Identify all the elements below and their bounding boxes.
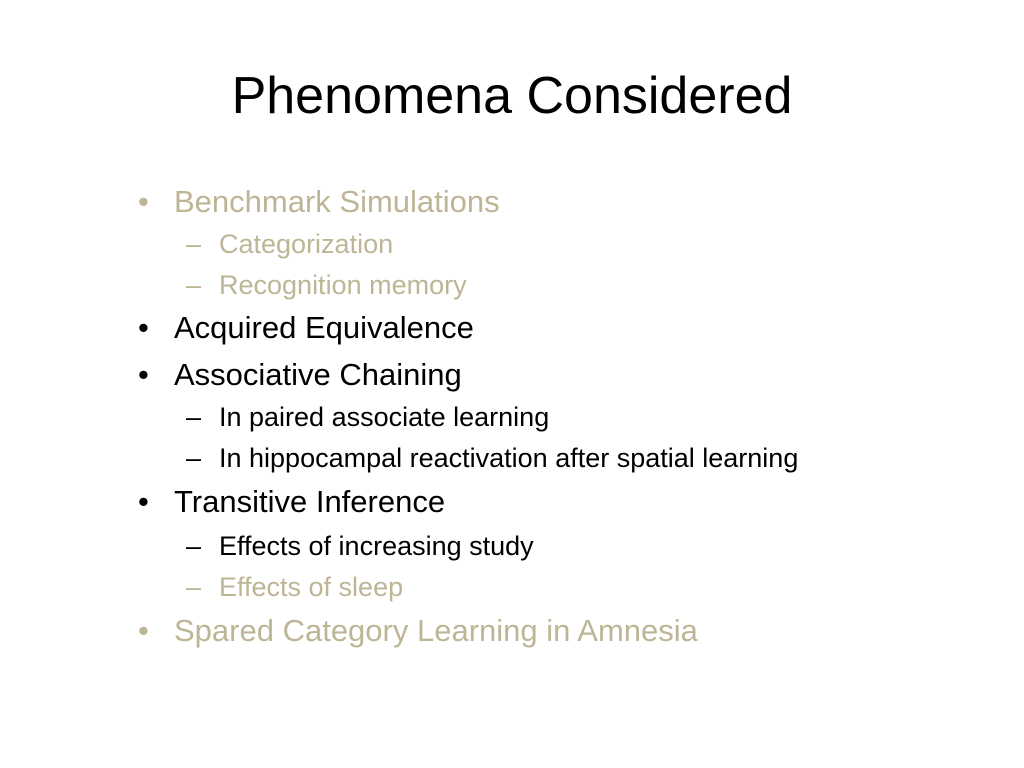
bullet-marker: • — [138, 184, 149, 219]
sub-bullet-text: Categorization — [219, 229, 394, 259]
dash-marker: – — [186, 443, 202, 473]
bullet-marker: • — [138, 357, 149, 392]
bullet-acquired-equivalence — [138, 308, 474, 348]
dash-marker: – — [186, 229, 202, 259]
bullet-text: Acquired Equivalence — [174, 310, 474, 345]
dash-marker: – — [186, 402, 202, 432]
bullet-text: Transitive Inference — [174, 484, 446, 519]
bullet-text: Spared Category Learning in Amnesia — [174, 613, 698, 648]
sub-bullet-text: In paired associate learning — [219, 402, 550, 432]
slide-title: Phenomena Considered — [231, 67, 793, 125]
sub-bullet-paired-associate-learning — [186, 399, 549, 435]
sub-bullet-categorization — [186, 226, 393, 262]
bullet-associative-chaining — [138, 355, 462, 395]
sub-bullet-text: Effects of increasing study — [219, 531, 534, 561]
sub-bullet-text: Recognition memory — [219, 270, 467, 300]
bullet-list — [0, 176, 1024, 696]
sub-bullet-effects-of-sleep — [186, 569, 403, 605]
bullet-marker: • — [138, 484, 149, 519]
sub-bullet-increasing-study — [186, 528, 534, 564]
sub-bullet-text: Effects of sleep — [219, 572, 404, 602]
dash-marker: – — [186, 531, 202, 561]
sub-bullet-recognition-memory — [186, 267, 467, 303]
sub-bullet-text: In hippocampal reactivation after spatial learning — [219, 443, 799, 473]
dash-marker: – — [186, 572, 202, 602]
sub-bullet-hippocampal-reactivation — [186, 440, 798, 476]
bullet-transitive-inference — [138, 482, 445, 522]
dash-marker: – — [186, 270, 202, 300]
bullet-benchmark-simulations — [138, 182, 500, 222]
bullet-text: Benchmark Simulations — [174, 184, 500, 219]
bullet-text: Associative Chaining — [174, 357, 462, 392]
bullet-marker: • — [138, 613, 149, 648]
bullet-spared-category-learning — [138, 611, 698, 651]
bullet-marker: • — [138, 310, 149, 345]
